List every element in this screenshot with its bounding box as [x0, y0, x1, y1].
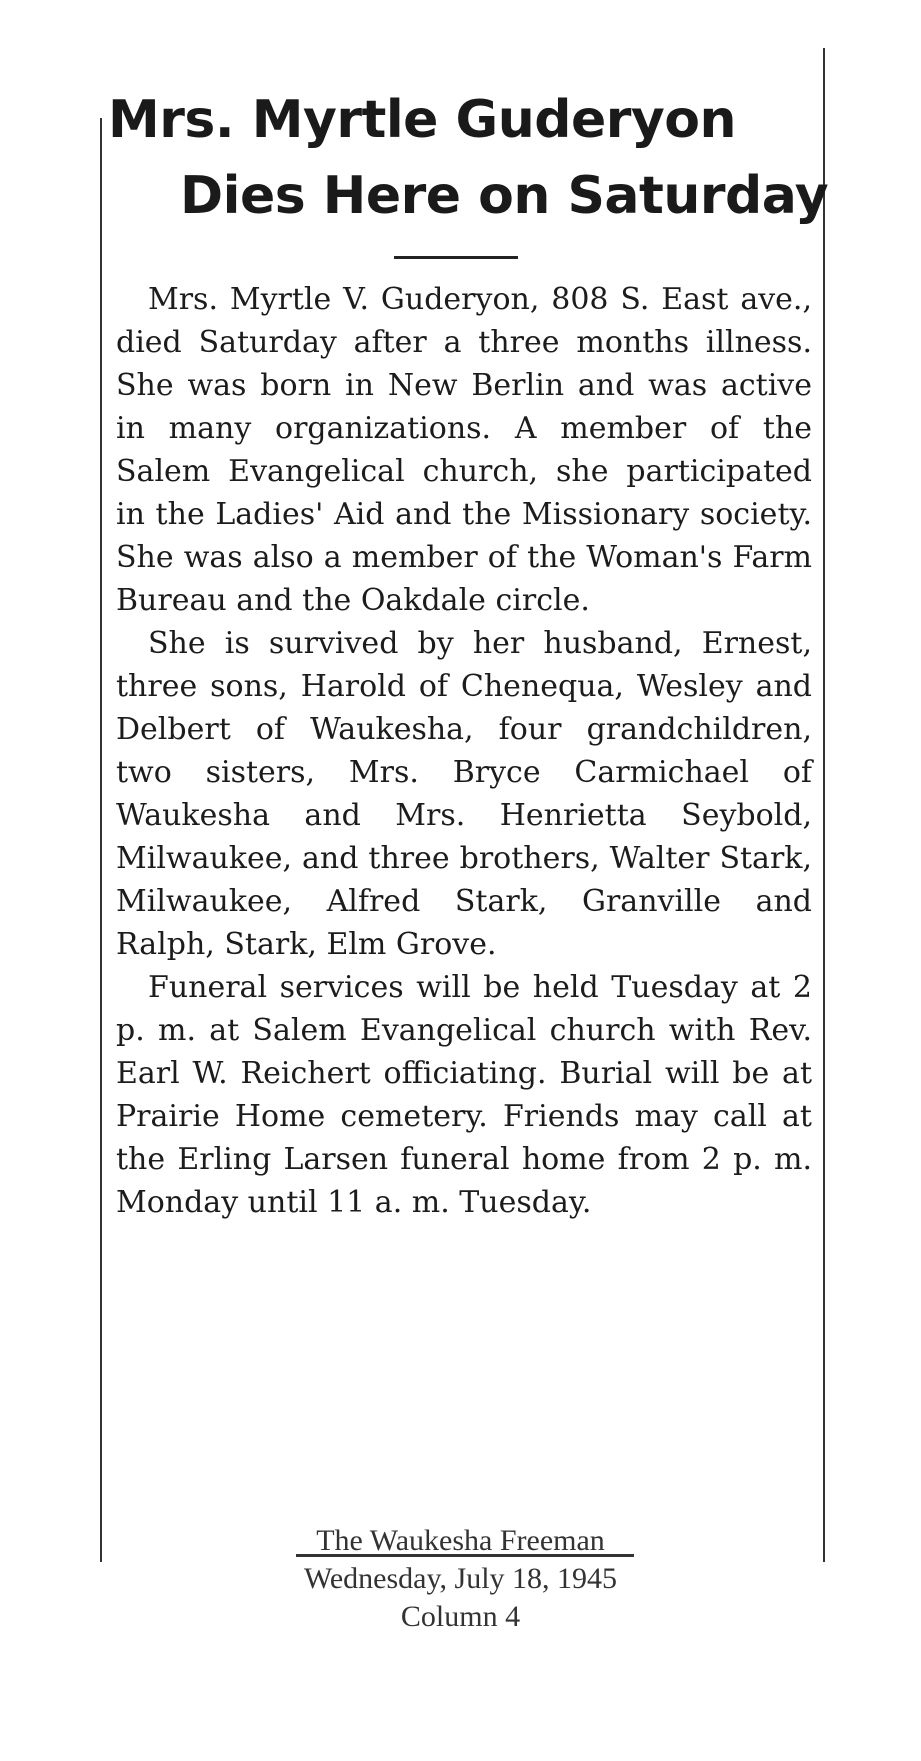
citation-column: Column 4	[400, 1600, 521, 1633]
citation-date: Wednesday, July 18, 1945	[303, 1562, 618, 1595]
article-paragraph-2: She is survived by her husband, Ernest, three sons, Harold of Chenequa, Wesley and Delbert of Waukesha, four grandchildren, two sisters, Mrs. Bryce Carmichael of Waukesha and Mrs. Henrietta Seybold, Milwaukee, and three brothers, Walter Stark, Milwaukee, Alfred Stark, Granville and Ralph, Stark, Elm Grove.	[116, 626, 812, 962]
headline-divider	[394, 256, 518, 259]
source-citation	[0, 1522, 921, 1636]
article-body	[116, 278, 812, 1224]
newspaper-clipping	[100, 48, 829, 1562]
citation-newspaper: The Waukesha Freeman	[316, 1524, 605, 1557]
column-border-gap	[100, 48, 102, 118]
headline-line-1: Mrs. Myrtle Guderyon	[108, 90, 737, 150]
article-paragraph-3: Funeral services will be held Tuesday at 2 p. m. at Salem Evangelical church with Rev. Earl W. Reichert officiating. Burial will be at Prairie Home cemetery. Friends may call at the Erling Larsen funeral home from 2 p. m. Monday until 11 a. m. Tuesday.	[116, 970, 812, 1220]
headline-line-2: Dies Here on Saturday	[180, 166, 829, 226]
article-paragraph-1: Mrs. Myrtle V. Guderyon, 808 S. East ave., died Saturday after a three months illness. She was born in New Berlin and was active in many organizations. A member of the Salem Evangelical church, she participated in the Ladies' Aid and the Missionary society. She was also a member of the Woman's Farm Bureau and the Oakdale circle.	[116, 282, 812, 618]
